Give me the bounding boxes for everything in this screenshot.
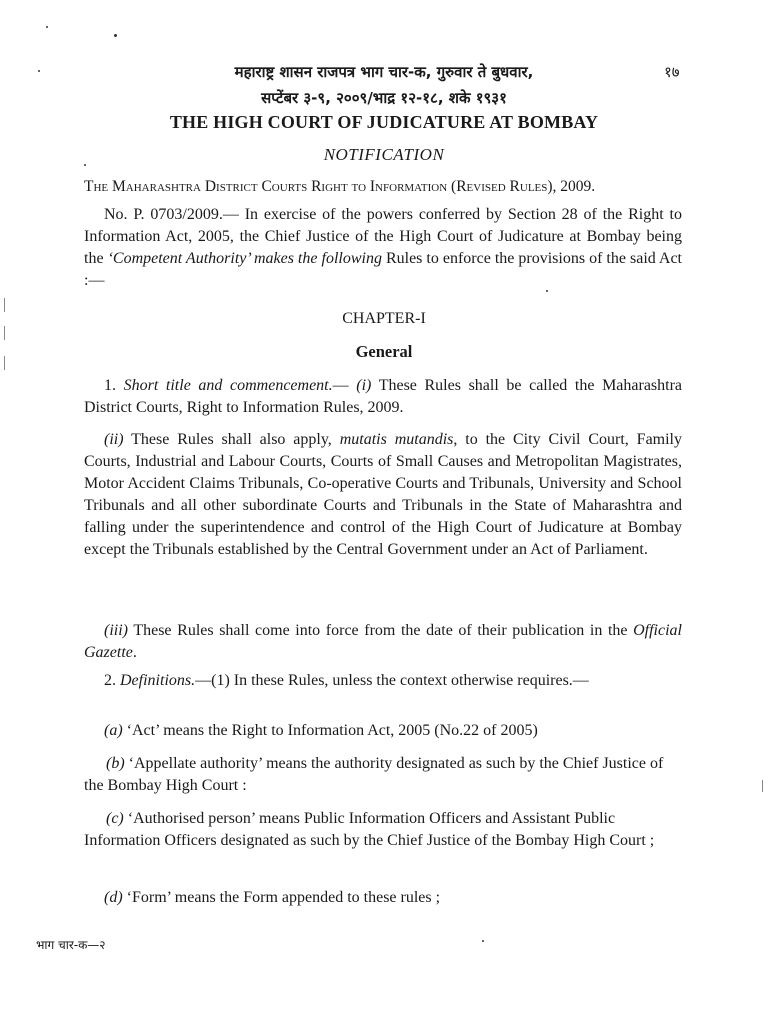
scan-speck — [84, 164, 86, 166]
clause-1-i: 1. Short title and commencement.— (i) These Rules shall be called the Maharashtra District Courts, Right to Information Rules, 2009. — [84, 377, 683, 416]
definition-d: (d) ‘Form’ means the Form appended to these rules ; — [104, 889, 441, 906]
scan-edge-mark — [762, 780, 763, 792]
scan-edge-mark — [4, 326, 5, 340]
scan-speck — [46, 26, 48, 28]
notification-ref-number: No. P. 0703/2009.— — [104, 206, 239, 223]
court-title: THE HIGH COURT OF JUDICATURE AT BOMBAY — [169, 112, 599, 132]
gazette-header-line-1: महाराष्ट्र शासन राजपत्र भाग चार-क, गुरुवार ते बुधवार, — [234, 63, 534, 81]
clause-2-heading: Definitions. — [120, 672, 196, 689]
scan-speck — [482, 940, 484, 942]
clause-1-ii: (ii) These Rules shall also apply, mutatis mutandis, to the City Civil Court, Family Courts, Industrial and Labour Courts, Courts of Small Causes and Metropolitan Magistrates, Motor Accident Claims Tribunals, Co-operative Courts and Tribunals, University and School Tribunals and all other subordinate Courts and Tribunals in the State of Maharashtra and falling under the superintendence and control of the High Court of Judicature at Bombay except the Tribunals established by the Central Government under an Act of Parliament. — [84, 431, 683, 558]
scan-speck — [38, 70, 40, 72]
scan-edge-mark — [4, 298, 5, 312]
clause-1-iii: (iii) These Rules shall come into force from the date of their publication in the Official Gazette. — [84, 622, 682, 661]
scan-edge-mark — [4, 356, 5, 370]
chapter-heading: CHAPTER-I — [342, 310, 426, 327]
section-heading: General — [355, 342, 413, 361]
scan-speck — [546, 290, 548, 292]
clause-2-intro: 2. Definitions.—(1) In these Rules, unless the context otherwise requires.— — [104, 672, 589, 689]
scan-speck — [114, 34, 117, 37]
page-number: १७ — [664, 63, 680, 81]
intro-paragraph: No. P. 0703/2009.— In exercise of the powers conferred by Section 28 of the Right to Information Act, 2005, the Chief Justice of the High Court of Judicature at Bombay being the ‘Competent Authority’ makes the following Rules to enforce the provisions of the said Act :— — [84, 206, 683, 289]
rules-title: The Maharashtra District Courts Right to Information (Revised Rules), 2009. — [84, 178, 596, 195]
footer-mark: भाग चार-क—२ — [36, 938, 106, 952]
notification-label: NOTIFICATION — [323, 145, 445, 164]
definition-a: (a) ‘Act’ means the Right to Information Act, 2005 (No.22 of 2005) — [104, 722, 538, 739]
definition-b: (b) ‘Appellate authority’ means the authority designated as such by the Chief Justice of the Bombay High Court : — [84, 755, 664, 794]
gazette-header-line-2: सप्टेंबर ३-९, २००९/भाद्र १२-१८, शके १९३१ — [261, 89, 507, 107]
definition-c: (c) ‘Authorised person’ means Public Information Officers and Assistant Public Information Officers designated as such by the Chief Justice of the Bombay High Court ; — [84, 810, 655, 849]
clause-1-heading: Short title and commencement. — [123, 377, 333, 394]
